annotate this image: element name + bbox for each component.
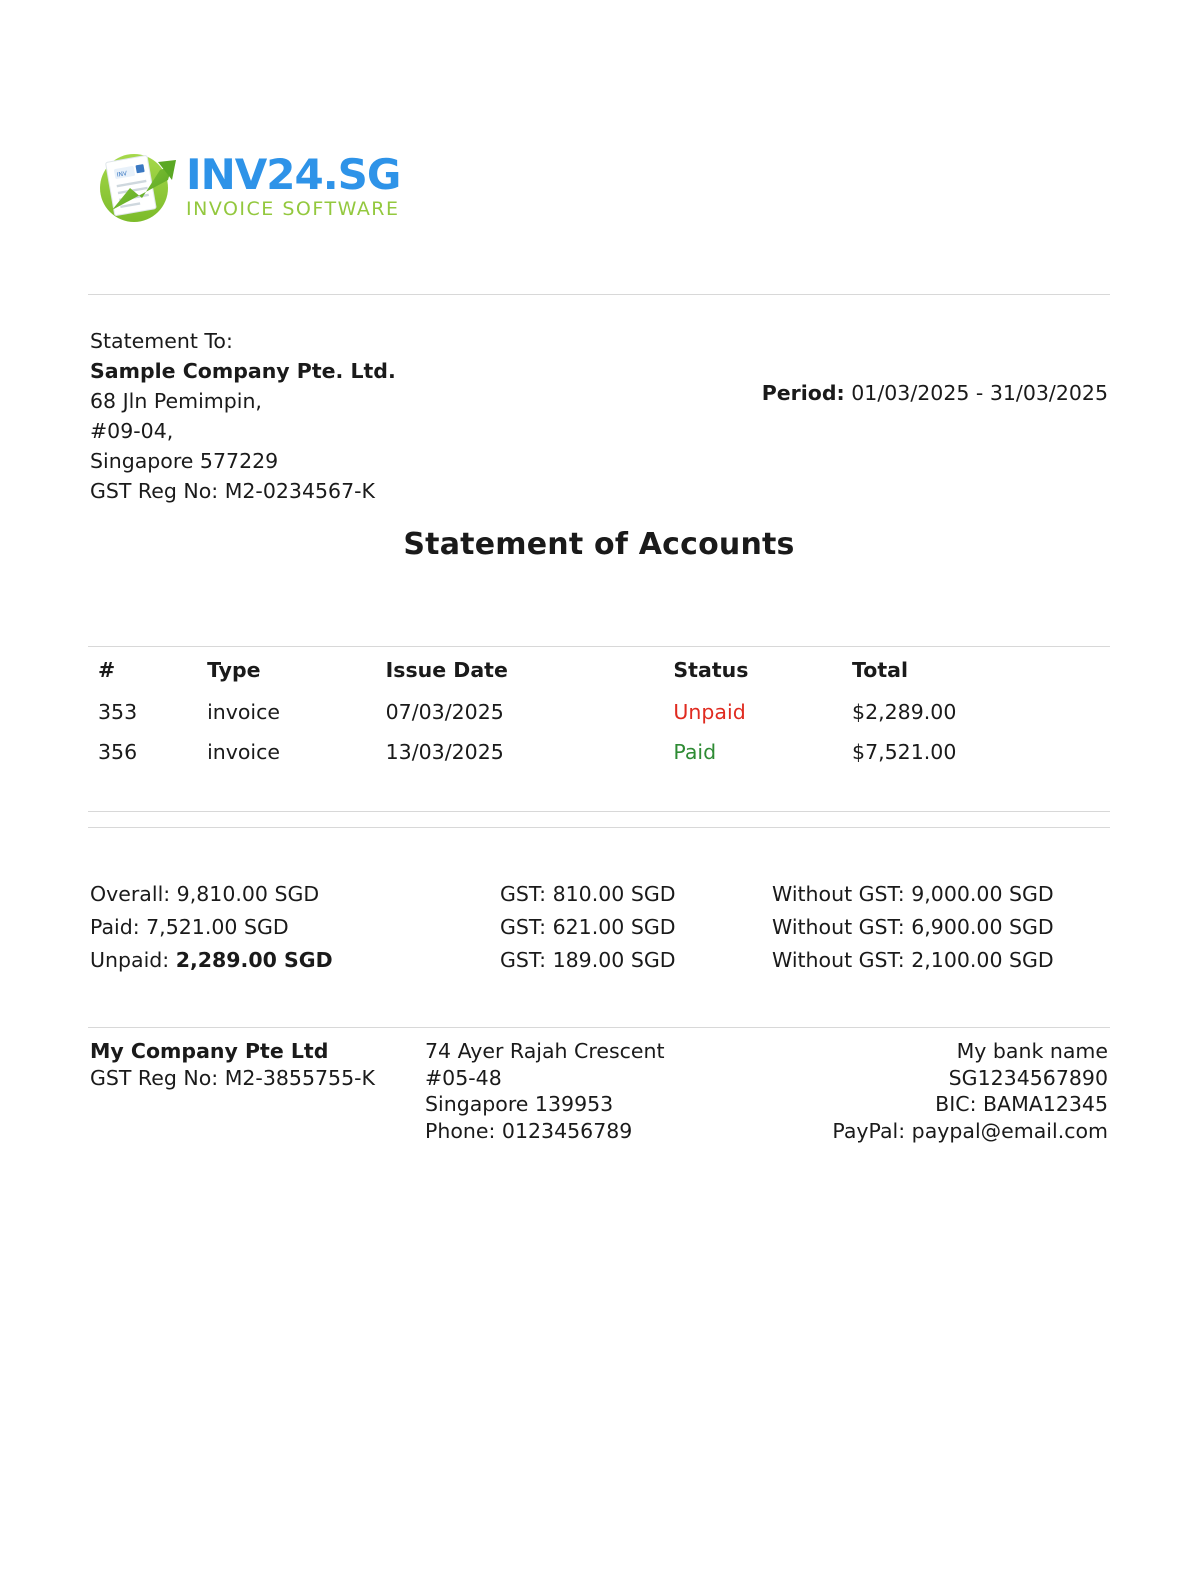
summary-top-divider (88, 827, 1110, 828)
table-row[interactable] (88, 732, 1110, 772)
cell-issue-date: 13/03/2025 (385, 740, 504, 764)
statement-to-label: Statement To: (90, 329, 233, 353)
customer-address-line-3: Singapore 577229 (90, 449, 279, 473)
table-row[interactable] (88, 692, 1110, 732)
summary-unpaid-amount (90, 944, 500, 977)
summary-overall-amount: Overall: 9,810.00 SGD (90, 882, 320, 906)
customer-gst-reg: GST Reg No: M2-0234567-K (90, 479, 375, 503)
column-header-status: Status (673, 658, 749, 682)
summary-overall-gst: GST: 810.00 SGD (500, 882, 676, 906)
table-header-row (88, 646, 1110, 692)
summary-row-paid (90, 911, 1110, 944)
summary-unpaid-label: Unpaid: (90, 948, 176, 972)
footer-paypal: PayPal: paypal@email.com (832, 1118, 1108, 1143)
brand-wordmark (186, 149, 401, 220)
cell-total: $7,521.00 (852, 740, 957, 764)
footer-address-column (425, 1038, 775, 1144)
footer-company-column (88, 1038, 425, 1144)
summary-paid-without-gst: Without GST: 6,900.00 SGD (772, 915, 1054, 939)
footer-phone: Phone: 0123456789 (425, 1118, 633, 1143)
invoice-table-head (88, 646, 1110, 692)
summary-paid-gst: GST: 621.00 SGD (500, 915, 676, 939)
footer-bic: BIC: BAMA12345 (935, 1092, 1108, 1116)
summary-row-overall (90, 878, 1110, 911)
invoice-table-body (88, 692, 1110, 772)
invoice-table (88, 646, 1110, 772)
footer-bank-name: My bank name (956, 1039, 1108, 1063)
period-label: Period: (761, 381, 845, 405)
column-header-total: Total (852, 658, 909, 682)
invoice-chart-logo-icon (88, 140, 180, 232)
svg-text:INV: INV (116, 170, 128, 179)
summary-row-unpaid (90, 944, 1110, 977)
footer-address-line-1: 74 Ayer Rajah Crescent (425, 1039, 665, 1063)
statement-to-block (90, 326, 396, 506)
brand-name: INV24.SG (186, 149, 401, 199)
footer-divider (88, 1027, 1110, 1028)
summary-unpaid-gst: GST: 189.00 SGD (500, 948, 676, 972)
period-value: 01/03/2025 - 31/03/2025 (851, 381, 1108, 405)
cell-number: 356 (98, 740, 138, 764)
footer-address-line-3: Singapore 139953 (425, 1092, 614, 1116)
status-badge: Unpaid (673, 700, 746, 724)
summary-unpaid-value: 2,289.00 SGD (175, 948, 333, 972)
summary-unpaid-without-gst: Without GST: 2,100.00 SGD (772, 948, 1054, 972)
cell-type: invoice (207, 740, 281, 764)
footer-company-gst: GST Reg No: M2-3855755-K (90, 1065, 375, 1090)
table-bottom-divider (88, 811, 1110, 812)
cell-type: invoice (207, 700, 281, 724)
column-header-number: # (98, 658, 116, 682)
summary-block (90, 878, 1110, 977)
summary-overall-without-gst: Without GST: 9,000.00 SGD (772, 882, 1054, 906)
footer-bank-column (775, 1038, 1110, 1144)
footer-address-line-2: #05-48 (425, 1065, 502, 1090)
cell-number: 353 (98, 700, 138, 724)
footer-company-name: My Company Pte Ltd (90, 1039, 329, 1063)
cell-total: $2,289.00 (852, 700, 957, 724)
brand-tagline: INVOICE SOFTWARE (186, 197, 400, 220)
cell-issue-date: 07/03/2025 (385, 700, 504, 724)
summary-paid-amount: Paid: 7,521.00 SGD (90, 915, 289, 939)
footer-block (88, 1038, 1110, 1144)
brand-logo (88, 140, 400, 232)
footer-bank-account: SG1234567890 (948, 1065, 1108, 1090)
customer-name: Sample Company Pte. Ltd. (90, 359, 396, 383)
customer-address-line-1: 68 Jln Pemimpin, (90, 389, 262, 413)
period-block (762, 378, 1108, 408)
header-divider (88, 294, 1110, 295)
column-header-issue-date: Issue Date (385, 658, 508, 682)
page-title: Statement of Accounts (403, 527, 795, 562)
customer-address-line-2: #09-04, (90, 419, 174, 443)
status-badge: Paid (673, 740, 717, 764)
column-header-type: Type (207, 658, 261, 682)
